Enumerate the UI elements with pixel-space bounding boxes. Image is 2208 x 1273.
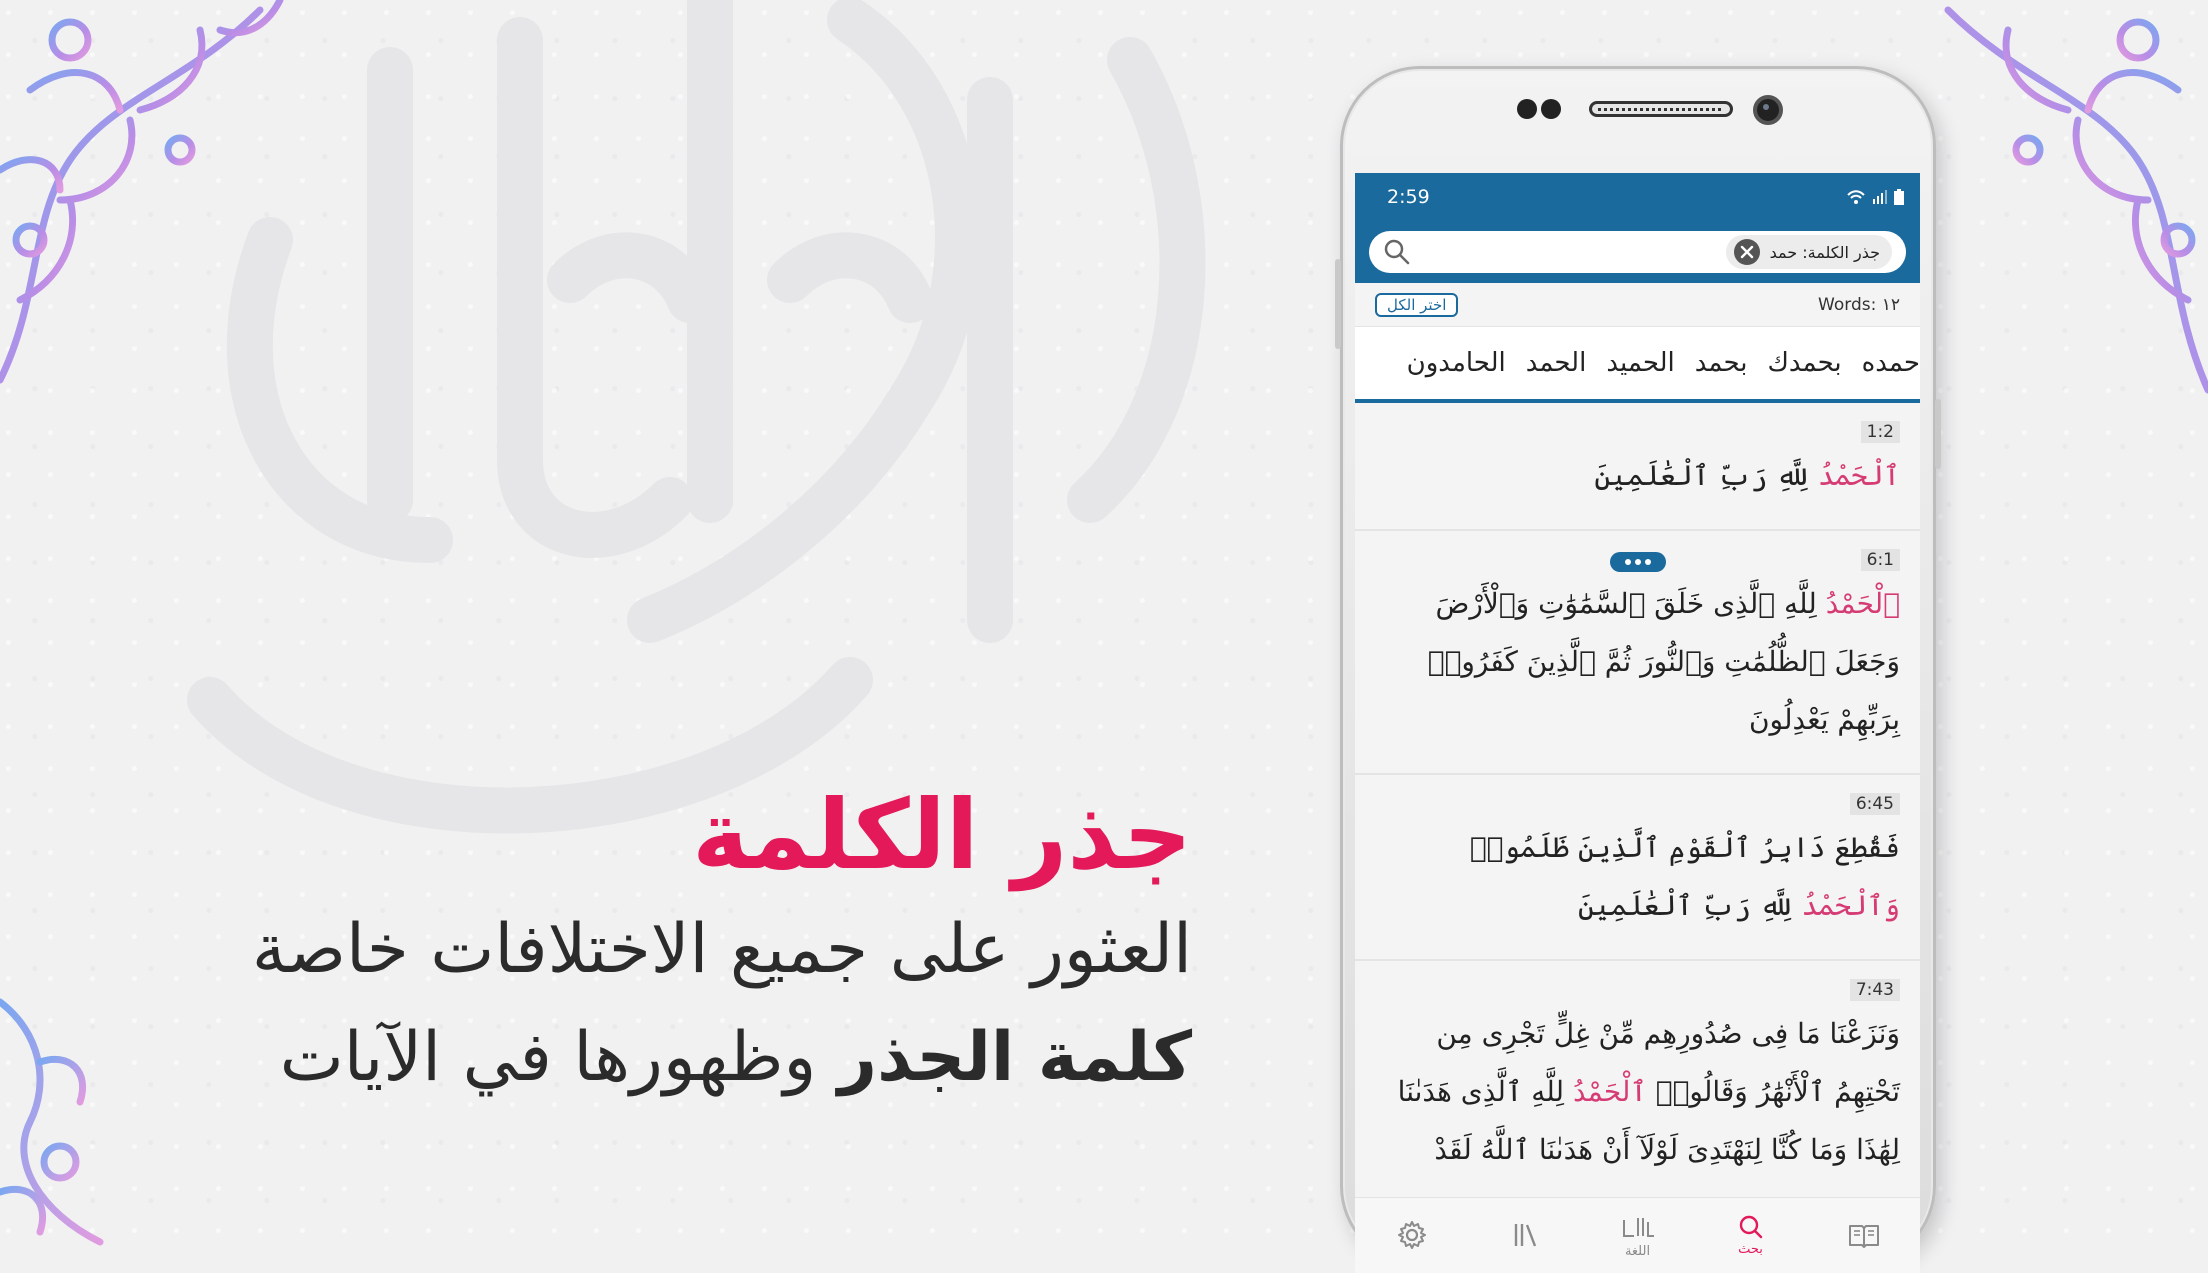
verse-reference: 7:43 (1850, 979, 1900, 1001)
verse-reference: 6:45 (1850, 793, 1900, 815)
verse-item[interactable] (1355, 961, 1920, 1205)
verse-text-rest: لِلَّهِ رَبِّ ٱلْعَٰلَمِينَ (1577, 889, 1802, 922)
nav-library[interactable] (1480, 1220, 1570, 1252)
root-filter-chip[interactable] (1726, 235, 1892, 269)
words-bar (1355, 283, 1920, 327)
verse-text (1375, 819, 1900, 935)
verse-item[interactable] (1355, 775, 1920, 961)
verse-item[interactable] (1355, 403, 1920, 531)
search-icon (1737, 1214, 1765, 1240)
verse-reference: 6:1 (1861, 549, 1900, 571)
nav-language[interactable] (1593, 1212, 1683, 1259)
battery-icon (1894, 189, 1904, 205)
feature-subtitle-line1: العثور على جميع الاختلافات خاصة (251, 910, 1192, 989)
app-screen (1355, 173, 1920, 1273)
verse-results-list[interactable] (1355, 403, 1920, 1166)
status-icons (1846, 189, 1904, 205)
ornament-top-right (1918, 0, 2208, 400)
language-icon (1618, 1212, 1658, 1242)
search-icon[interactable] (1383, 238, 1411, 266)
close-icon[interactable] (1734, 239, 1760, 265)
feature-headline (92, 780, 1192, 1112)
signal-icon (1872, 190, 1888, 204)
gear-icon (1395, 1218, 1429, 1252)
verse-text-rest: لِلَّهِ ٱلَّذِى خَلَقَ ٱلسَّمَٰوَٰتِ وَٱلْأَرْضَ وَجَعَلَ ٱلظُّلُمَٰتِ وَٱلنُّورَ ثُمَّ ٱلَّذِينَ كَفَرُوا۟ بِرَبِّهِمْ يَعْدِلُونَ (1427, 587, 1900, 736)
chip-label: جذر الكلمة: حمد (1769, 242, 1880, 262)
search-input[interactable] (1369, 231, 1906, 273)
earpiece-speaker (1589, 101, 1733, 117)
word-variant[interactable]: بحمدك (1767, 348, 1842, 378)
verse-text (1375, 1005, 1900, 1179)
word-variant[interactable]: بحمد (1694, 348, 1748, 378)
verse-text (1375, 447, 1900, 505)
ornament-top-left (0, 0, 300, 390)
nav-label: اللغة (1624, 1244, 1651, 1259)
search-header (1355, 221, 1920, 283)
nav-search[interactable] (1706, 1214, 1796, 1257)
nav-label: بحث (1738, 1242, 1763, 1257)
nav-quran[interactable] (1819, 1221, 1909, 1251)
verse-reference: 1:2 (1861, 421, 1900, 443)
status-time: 2:59 (1387, 186, 1430, 208)
library-icon (1510, 1220, 1540, 1250)
phone-mockup (1340, 66, 1936, 1266)
verse-text (1375, 575, 1900, 749)
word-variant[interactable]: الحميد (1606, 348, 1675, 378)
nav-settings[interactable] (1367, 1218, 1457, 1254)
verse-text-rest: لِلَّهِ رَبِّ ٱلْعَٰلَمِينَ (1594, 459, 1818, 492)
wifi-icon (1846, 189, 1866, 205)
word-variants-list (1355, 327, 1920, 403)
bottom-navigation (1355, 1197, 1920, 1273)
word-variant[interactable]: الحمد (1525, 348, 1587, 378)
verse-highlight: ٱلْحَمْدُ (1572, 1075, 1647, 1108)
feature-subtitle-rest: وظهورها في الآيات (279, 1018, 817, 1097)
feature-subtitle-bold: كلمة الجذر (837, 1018, 1192, 1097)
volume-button (1335, 259, 1341, 349)
feature-subtitle-line2 (92, 1004, 1192, 1112)
status-bar (1355, 173, 1920, 221)
words-count: Words: ١٢ (1818, 294, 1900, 315)
select-all-button[interactable]: اختر الكل (1375, 293, 1458, 317)
feature-title: جذر الكلمة (692, 779, 1192, 891)
expand-words-handle[interactable] (1610, 552, 1666, 572)
word-variant[interactable]: الحامدون (1406, 348, 1506, 378)
power-button (1935, 399, 1941, 469)
verse-highlight: ٱلْحَمْدُ (1817, 459, 1900, 492)
verse-highlight: ٱلْحَمْدُ (1825, 587, 1900, 620)
front-camera (1753, 95, 1783, 125)
word-variant[interactable]: حمده (1861, 348, 1920, 378)
book-icon (1847, 1221, 1881, 1249)
verse-text-before: فَقُطِعَ دَابِرُ ٱلْقَوْمِ ٱلَّذِينَ ظَلَمُوا۟ (1469, 831, 1900, 864)
front-sensors (1517, 99, 1565, 123)
verse-text-rest: لِلَّهِ ٱلَّذِى هَدَىٰنَا لِهَٰذَا وَمَا كُنَّا لِنَهْتَدِىَ لَوْلَآ أَنْ هَدَىٰنَا ٱللَّهُ لَقَدْ (1397, 1075, 1900, 1166)
verse-highlight: وَٱلْحَمْدُ (1801, 889, 1900, 922)
verse-text-before: وَنَزَعْنَا مَا فِى صُدُورِهِم مِّنْ غِلٍّ تَجْرِى مِن تَحْتِهِمُ ٱلْأَنْهَٰرُ وَقَالُوا۟ (1436, 1017, 1900, 1108)
